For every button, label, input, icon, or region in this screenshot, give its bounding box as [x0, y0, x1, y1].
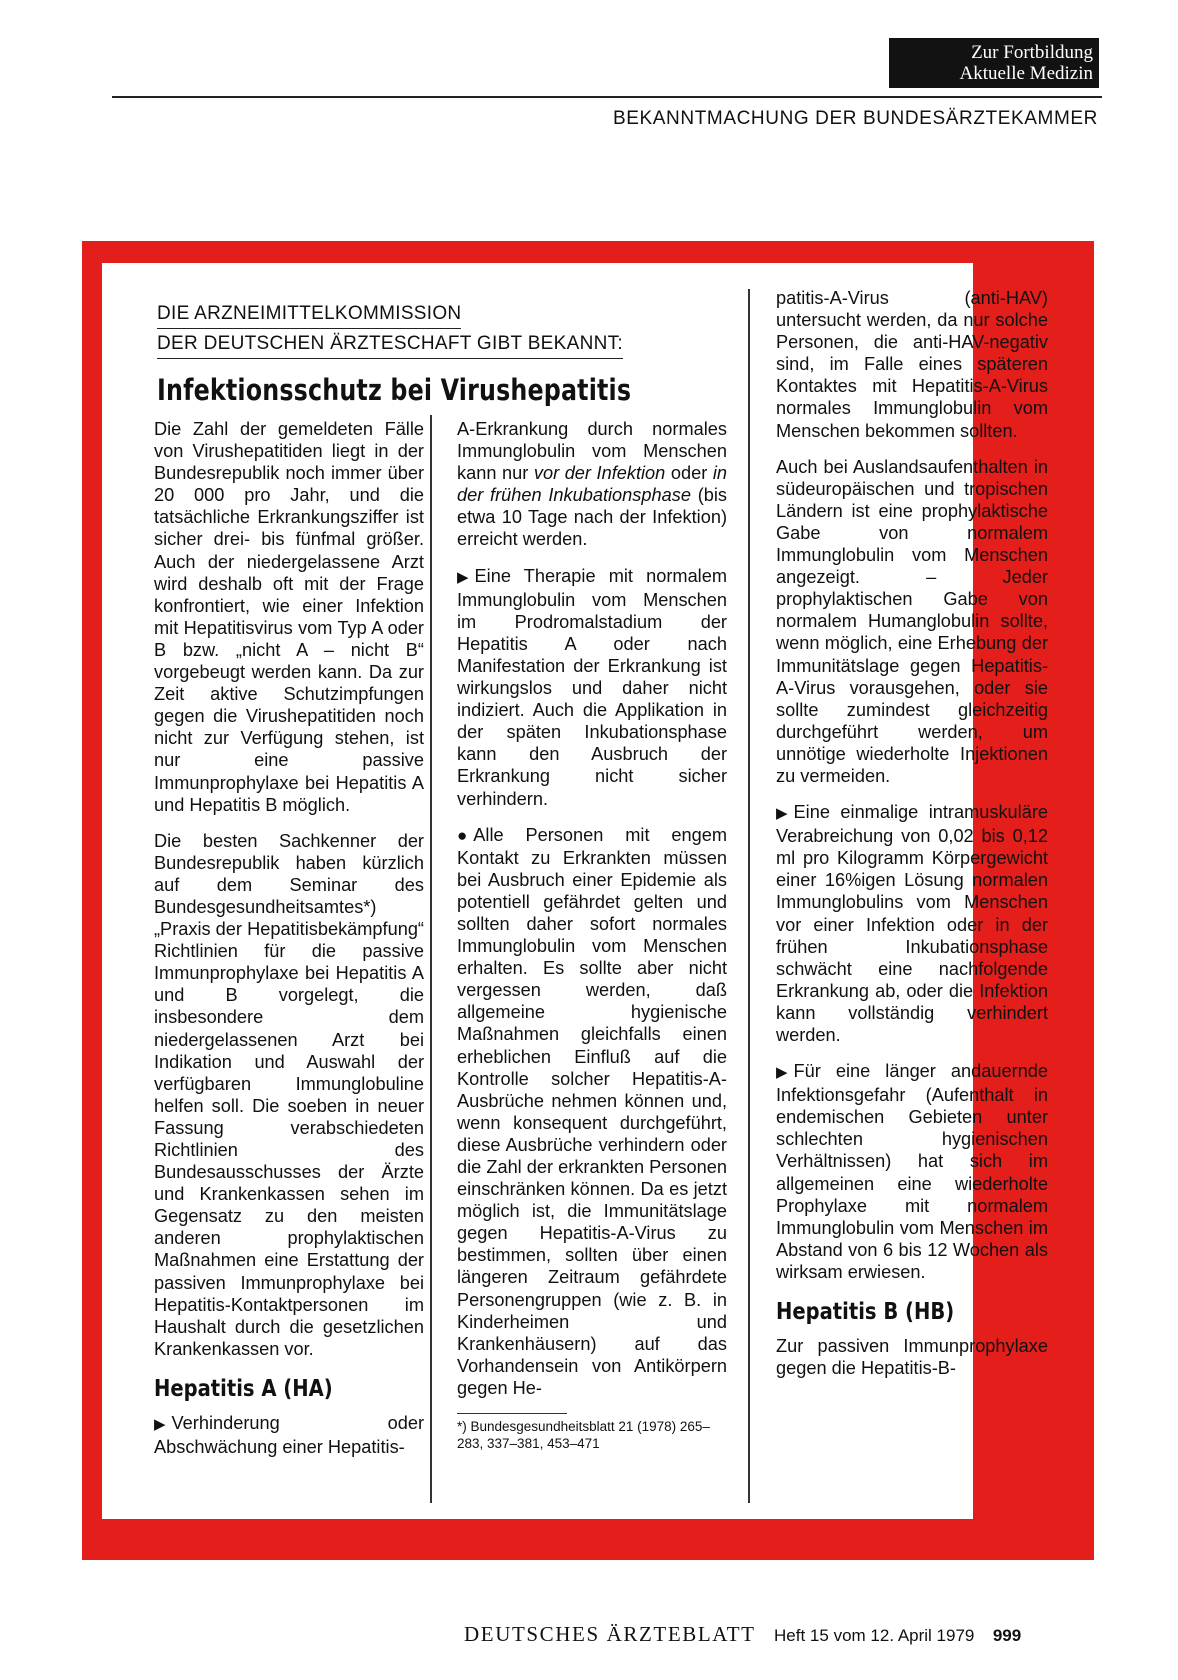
triangle-bullet-icon: ▶	[776, 1064, 788, 1082]
emphasis: in der frühen Inkubationsphase	[457, 463, 727, 506]
kicker-line-1: DIE ARZNEIMITTELKOMMISSION	[157, 299, 461, 329]
article-title: Infektionsschutz bei Virushepatitis	[157, 373, 632, 407]
paragraph: patitis-A-Virus (anti-HAV) untersucht werden, da nur solche Personen, die anti-HAV-negativ sind, im Falle eines späteren Kontaktes mit Hepatitis-A-Virus normales Immunglobulin vom Menschen bekommen sollten.	[776, 288, 1048, 441]
subheading-hepatitis-b: Hepatitis B (HB)	[776, 1299, 955, 1326]
column-2	[457, 418, 727, 1452]
text-run: A-Erkrankung durch normales Immunglobulin vom Menschen kann nur	[457, 419, 727, 484]
footnote: *) Bundesgesundheitsblatt 21 (1978) 265–283, 337–381, 453–471	[457, 1419, 710, 1452]
paragraph	[776, 1060, 1048, 1283]
badge-line-2: Aktuelle Medizin	[959, 63, 1093, 84]
paragraph: Die besten Sachkenner der Bundesrepublik haben kürzlich auf dem Seminar des Bundesgesundheitsamtes*) „Praxis der Hepatitisbekämpfung“ Richtlinien für die passive Immunprophylaxe bei Hepatitis A und B vorgelegt, die insbesondere dem niedergelassenen Arzt bei Indikation und Auswahl der verfügbaren Immunglobuline helfen soll. Die soeben in neuer Fassung verabschiedeten Richtlinien des Bundesausschusses der Ärzte und Krankenkassen sehen im Gegensatz zu den meisten anderen prophylaktischen Maßnahmen eine Erstattung der passiven Immunprophylaxe bei Hepatitis-Kontaktpersonen im Haushalt durch die gesetzlichen Krankenkassen vor.	[154, 830, 424, 1359]
paragraph: Auch bei Auslandsaufenthalten in südeuropäischen und tropischen Ländern ist eine prophylaktische Gabe von normalem Immunglobulin vom Menschen angezeigt. – Jeder prophylaktischen Gabe von normalem Humanglobulin sollte, wenn möglich, eine Erhebung der Immunitätslage gegen Hepatitis-A-Virus vorausgehen, oder sie sollte zumindest gleichzeitig durchgeführt werden, um unnötige wiederholte Injektionen zu vermeiden.	[776, 456, 1048, 786]
section-heading: BEKANNTMACHUNG DER BUNDESÄRZTEKAMMER	[612, 108, 1098, 129]
paragraph-text: Eine einmalige intramuskuläre Verabreichung von 0,02 bis 0,12 ml pro Kilogramm Körpergewicht einer 16%igen Lösung normalen Immunglobulins vom Menschen vor einer Infektion oder in der frühen Inkubationsphase schwächt eine nachfolgende Erkrankung ab, oder die Infektion kann vollständig verhindert werden.	[776, 802, 1048, 1045]
paragraph	[457, 418, 727, 551]
triangle-bullet-icon: ▶	[776, 805, 788, 823]
text-run: (bis etwa 10 Tage nach der Infektion) erreicht werden.	[457, 485, 727, 550]
paragraph	[776, 801, 1048, 1046]
article-panel	[102, 263, 1048, 1519]
triangle-bullet-icon: ▶	[154, 1415, 166, 1433]
badge-line-1: Zur Fortbildung	[971, 42, 1093, 63]
page-number: 999	[992, 1626, 1022, 1645]
article-frame	[82, 241, 1094, 1560]
emphasis: vor der Infektion	[533, 463, 666, 484]
paragraph-text: Verhinderung oder Abschwächung einer Hepatitis-	[154, 1412, 424, 1458]
paragraph-text: Eine Therapie mit normalem Immunglobulin vom Menschen im Prodromalstadium der Hepatitis A oder nach Manifestation der Erkrankung ist wirkungslos und daher nicht indiziert. Auch die Applikation in der späten Inkubationsphase kann den Ausbruch der Erkrankung nicht sicher verhindern.	[457, 565, 727, 809]
kicker-line-2: DER DEUTSCHEN ÄRZTESCHAFT GIBT BEKANNT:	[157, 329, 623, 359]
issue-info: Heft 15 vom 12. April 1979	[774, 1626, 975, 1645]
subheading-hepatitis-a: Hepatitis A (HA)	[154, 1375, 333, 1402]
text-run: oder	[665, 463, 713, 484]
paragraph-text: Für eine länger andauernde Infektionsgefahr (Aufenthalt in endemischen Gebieten unter schlechten hygienischen Verhältnissen) hat sich im allgemeinen eine wiederholte Prophylaxe mit normalem Immunglobulin vom Menschen im Abstand von 6 bis 12 Wochen als wirksam erwiesen.	[776, 1061, 1048, 1282]
journal-name: DEUTSCHES ÄRZTEBLATT	[464, 1622, 756, 1646]
column-3	[776, 287, 1048, 1393]
article-kicker	[157, 299, 623, 359]
paragraph	[457, 824, 727, 1399]
paragraph: Zur passiven Immunprophylaxe gegen die Hepatitis-B-	[776, 1336, 1048, 1379]
paragraph	[154, 1412, 424, 1458]
paragraph-text: Alle Personen mit engem Kontakt zu Erkrankten müssen bei Ausbruch einer Epidemie als potentiell gefährdet gelten und sollten daher sofort normales Immunglobulin vom Menschen erhalten. Es sollte aber nicht vergessen werden, daß allgemeine hygienische Maßnahmen gleichfalls einen erheblichen Einfluß auf die Kontrolle solcher Hepatitis-A-Ausbrüche nehmen können und, wenn konsequent durchgeführt, diese Ausbrüche verhindern oder die Zahl der erkrankten Personen einschränken können. Da es jetzt möglich ist, die Immunitätslage gegen Hepatitis-A-Virus zu bestimmen, sollten über einen längeren Zeitraum gefährdete Personengruppen (wie z. B. in Kinderheimen und Krankenhäusern) auf das Vorhandensein von Antikörpern gegen He-	[457, 824, 727, 1398]
column-divider-1	[430, 415, 432, 1503]
triangle-bullet-icon: ▶	[457, 568, 469, 586]
column-1	[154, 418, 424, 1472]
page-footer	[464, 1622, 1021, 1647]
paragraph	[457, 565, 727, 810]
top-divider	[112, 96, 1102, 98]
footnote-rule	[457, 1413, 567, 1414]
section-badge	[889, 38, 1099, 88]
dot-bullet-icon: ●	[457, 825, 468, 845]
paragraph: Die Zahl der gemeldeten Fälle von Virushepatitiden liegt in der Bundesrepublik noch immer über 20 000 pro Jahr, und die tatsächliche Erkrankungsziffer ist sicher drei- bis fünfmal größer. Auch der niedergelassene Arzt wird deshalb oft mit der Frage konfrontiert, wie einer Infektion mit Hepatitisvirus vom Typ A oder B bzw. „nicht A – nicht B“ vorgebeugt werden kann. Da zur Zeit aktive Schutzimpfungen gegen die Virushepatitiden noch nicht zur Verfügung stehen, ist nur eine passive Immunprophylaxe bei Hepatitis A und Hepatitis B möglich.	[154, 419, 424, 815]
column-divider-2	[748, 289, 750, 1503]
